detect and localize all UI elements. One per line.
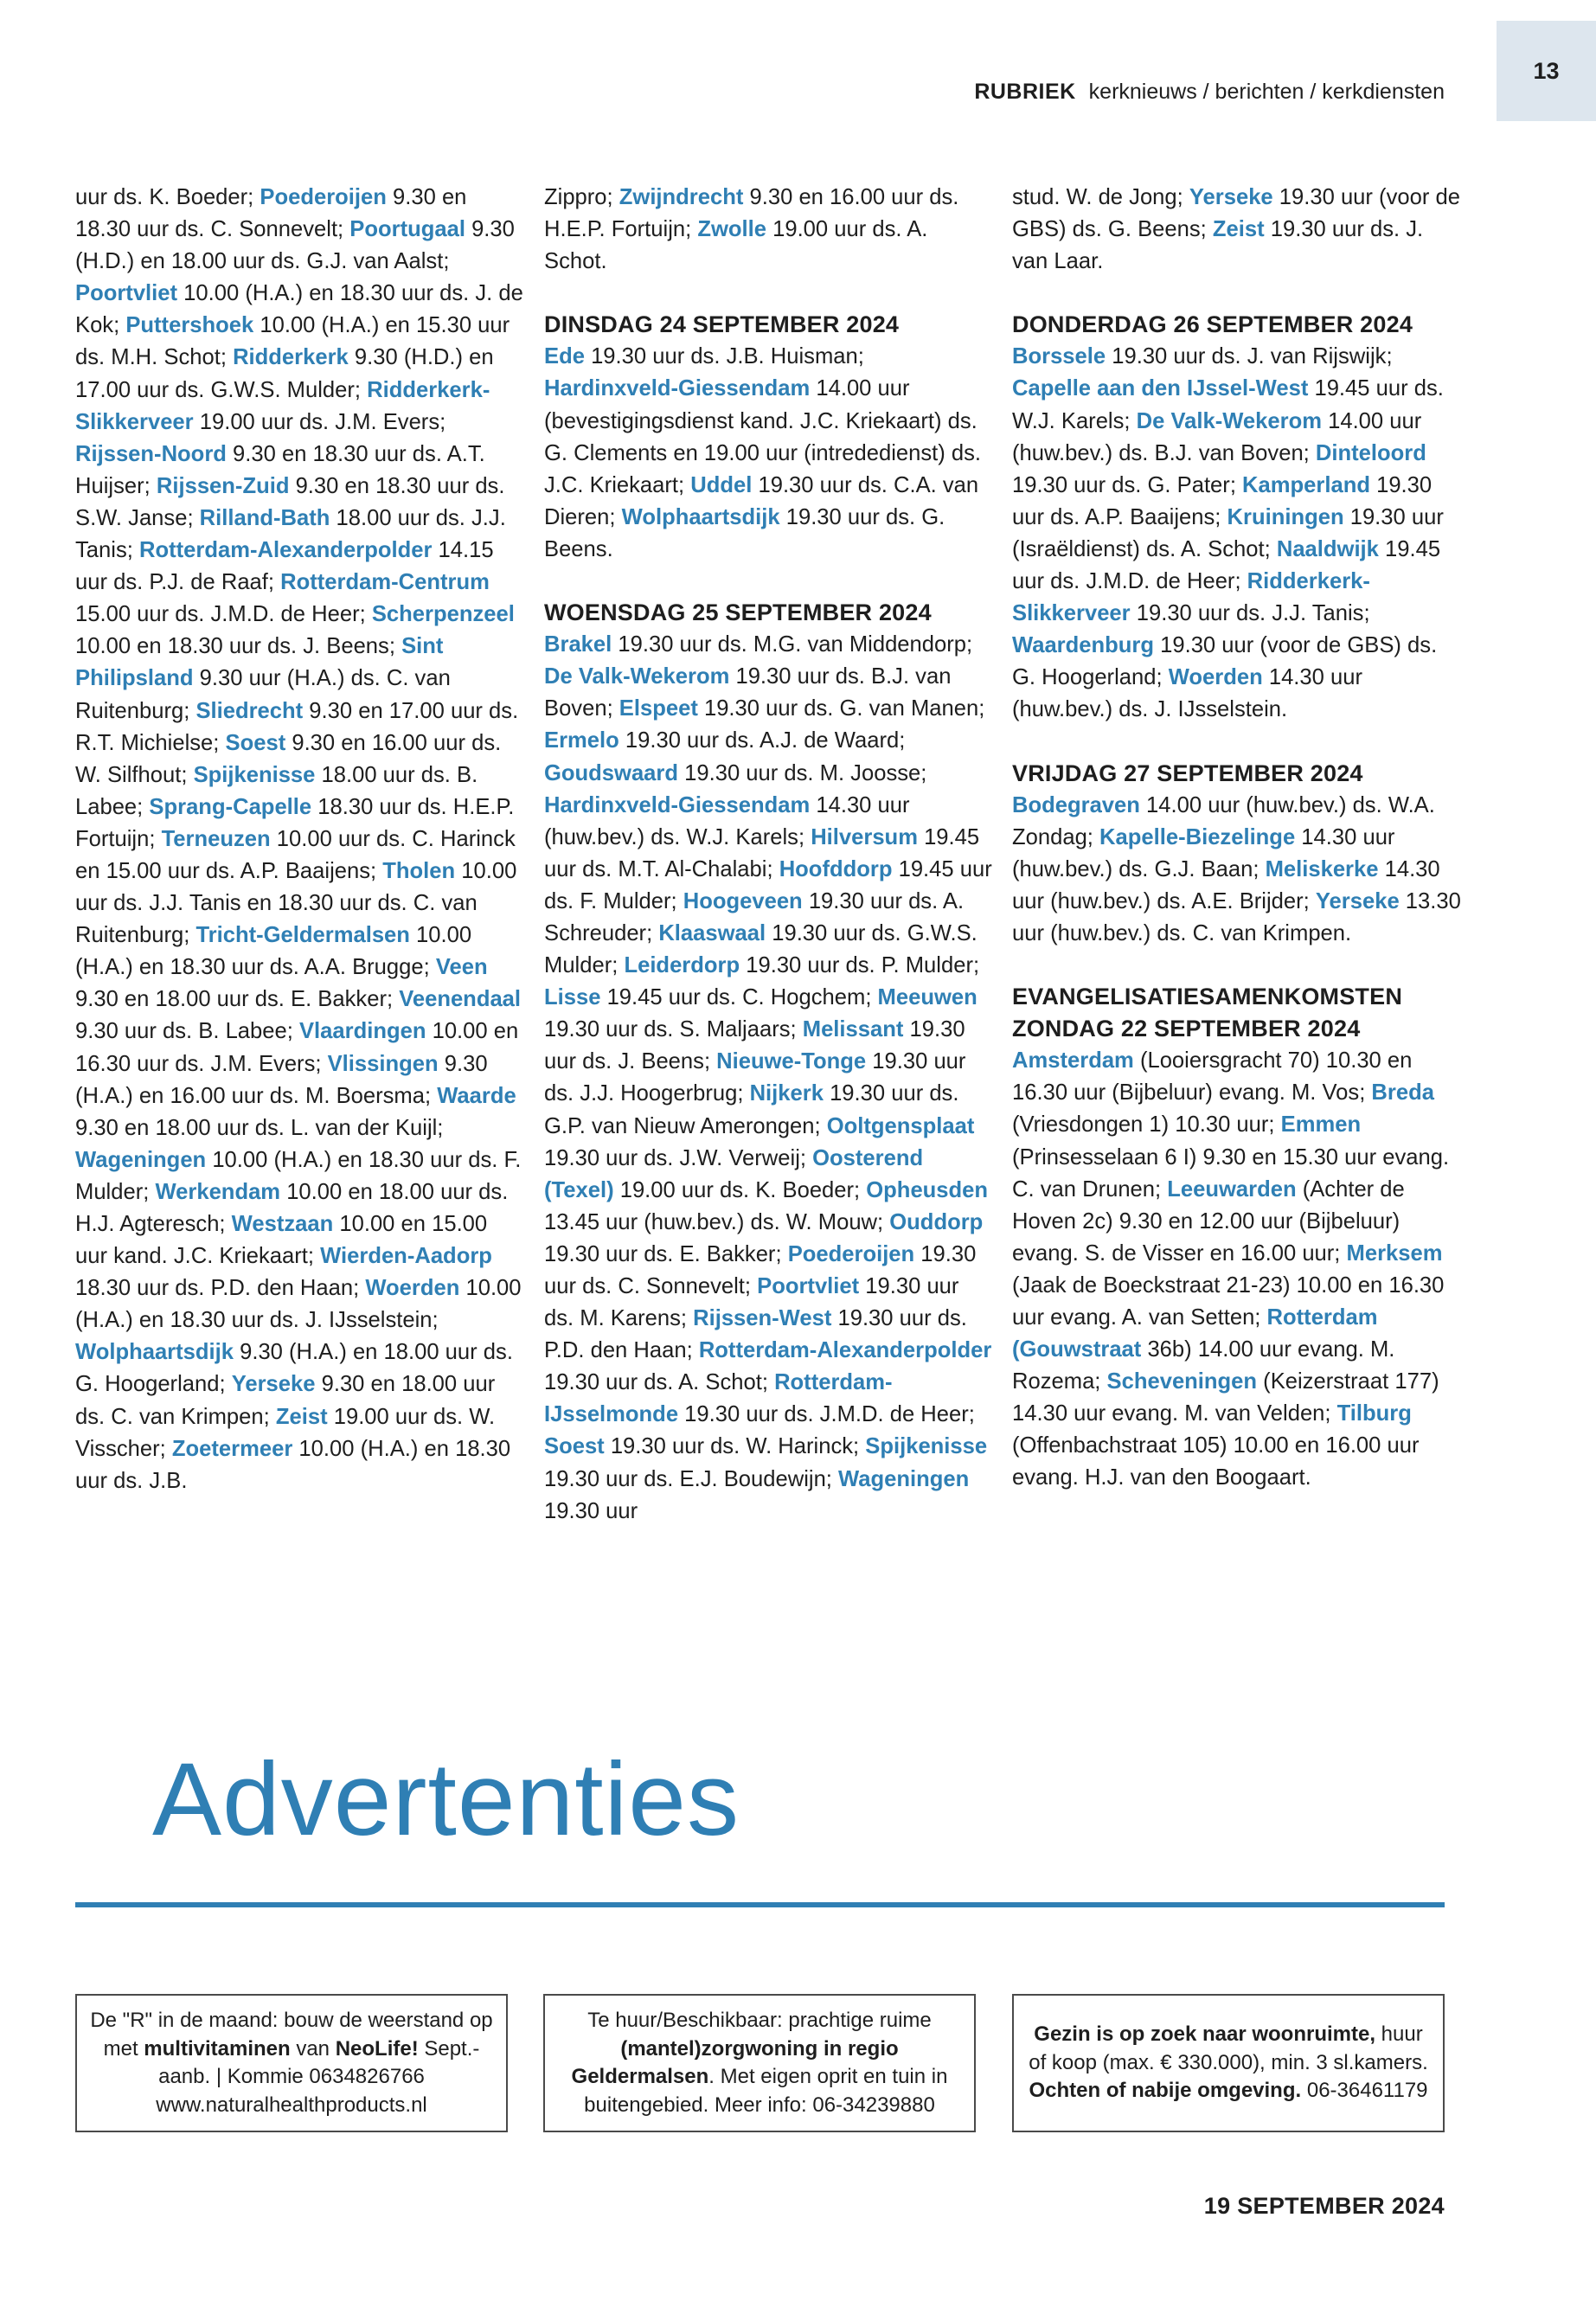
body-text: 9.30 en 18.30 uur ds. S.W. Janse;	[75, 473, 505, 530]
place-name: Ooltgensplaat	[826, 1113, 975, 1138]
body-text: 19.30 uur ds. S. Maljaars;	[544, 1017, 803, 1042]
body-text: 19.30 uur (Israëldienst) ds. A. Schot;	[1012, 504, 1444, 561]
place-name: Zeist	[275, 1404, 328, 1429]
place-name: Zoetermeer	[171, 1436, 293, 1461]
place-name: Hoofddorp	[779, 856, 893, 881]
body-text: 19.30 uur ds. J.W. Verweij;	[544, 1145, 813, 1170]
place-name: Wageningen	[75, 1147, 207, 1172]
place-name: Rotterdam (Gouwstraat	[1012, 1305, 1378, 1362]
body-text: 19.00 uur ds. A. Schot.	[544, 217, 928, 274]
body-text: van	[290, 2036, 336, 2061]
place-name: Ridderkerk-Slikkerveer	[75, 377, 490, 434]
place-name: Ridderkerk	[233, 345, 349, 370]
body-text: 19.00 uur ds. W. Visscher;	[75, 1404, 496, 1461]
place-name: Tholen	[382, 858, 456, 883]
body-text: 10.00 uur ds. J.J. Tanis en 18.30 uur ds. C. van Ruitenburg;	[75, 858, 517, 948]
place-name: Soest	[544, 1434, 605, 1459]
body-text: stud. W. de Jong;	[1012, 185, 1189, 209]
body-text: 13.45 uur (huw.bev.) ds. W. Mouw;	[544, 1209, 890, 1234]
place-name: Klaaswaal	[658, 920, 766, 945]
body-text: De "R" in de maand: bouw de weerstand op met	[90, 2009, 493, 2061]
advertisement-text	[557, 2007, 962, 2119]
body-text: 19.30 uur ds. A.P. Baaijens;	[1012, 472, 1433, 529]
place-name: Zeist	[1212, 217, 1265, 242]
bold-text: NeoLife!	[335, 2036, 419, 2061]
place-name: Kapelle-Biezelinge	[1099, 824, 1296, 849]
place-name: Poortugaal	[349, 217, 465, 242]
body-text: 9.30 uur (H.A.) ds. C. van Ruitenburg;	[75, 666, 451, 723]
place-name: Capelle aan den IJssel-West	[1012, 376, 1309, 401]
body-text: 19.45 uur ds. C. Hogchem;	[600, 985, 878, 1010]
place-name: Elspeet	[619, 696, 698, 721]
body-text: 10.00 (H.A.) en 18.30 uur ds. J. de Kok;	[75, 281, 523, 338]
page-number: 13	[1533, 57, 1560, 84]
place-name: Puttershoek	[125, 313, 254, 338]
body-text: 18.30 uur ds. H.E.P. Fortuijn;	[75, 794, 515, 851]
place-name: Borssele	[1012, 344, 1106, 369]
place-name: Wolphaartsdijk	[621, 504, 780, 529]
place-name: Breda	[1371, 1080, 1434, 1106]
body-text: 19.30 uur ds. J. Beens;	[544, 1017, 965, 1074]
place-name: Soest	[225, 730, 286, 755]
place-name: Goudswaard	[544, 760, 679, 785]
body-text: Zippro;	[544, 185, 619, 209]
service-block	[1012, 758, 1462, 951]
place-name: Rilland-Bath	[199, 505, 330, 530]
service-block	[75, 182, 525, 1497]
column-2	[544, 182, 994, 1528]
body-text: 19.30 uur ds. G.P. van Nieuw Amerongen;	[544, 1081, 959, 1138]
place-name: De Valk-Wekerom	[1136, 408, 1322, 433]
place-name: Waarde	[437, 1083, 516, 1108]
body-text: 10.00 (H.A.) en 18.30 uur ds. J. IJsselstein;	[75, 1276, 522, 1333]
body-text: 14.30 uur (huw.bev.) ds. G.J. Baan;	[1012, 824, 1395, 881]
advertisement-text	[89, 2007, 494, 2119]
body-text: 19.00 uur ds. J.M. Evers;	[193, 409, 446, 434]
place-name: Meliskerke	[1265, 856, 1379, 881]
place-name: Lisse	[544, 985, 601, 1010]
body-text: 19.45 uur ds. M.T. Al-Chalabi;	[544, 824, 980, 881]
place-name: Vlissingen	[327, 1051, 439, 1076]
body-text: 18.30 uur ds. P.D. den Haan;	[75, 1276, 366, 1301]
place-name: Rotterdam-Alexanderpolder	[698, 1338, 992, 1363]
body-text: 19.30 uur ds. C.A. van Dieren;	[544, 472, 979, 529]
body-text: (Offenbachstraat 105) 10.00 en 16.00 uur evang. H.J. van den Boogaart.	[1012, 1433, 1420, 1490]
place-name: Merksem	[1346, 1240, 1443, 1266]
place-name: Kamperland	[1242, 472, 1370, 497]
body-text: 19.30 uur ds. G. Beens.	[544, 504, 945, 561]
body-text: uur ds. K. Boeder;	[75, 185, 260, 209]
body-text: Sept.- aanb. | Kommie 0634826766 www.naturalhealthproducts.nl	[156, 2036, 480, 2117]
body-text: 18.00 uur ds. J.J. Tanis;	[75, 505, 506, 563]
place-name: Dinteloord	[1315, 440, 1426, 465]
place-name: Amsterdam	[1012, 1048, 1134, 1074]
body-text: 14.15 uur ds. P.J. de Raaf;	[75, 538, 494, 595]
place-name: Leiderdorp	[624, 953, 740, 978]
body-text: 9.30 en 18.30 uur ds. A.T. Huijser;	[75, 441, 485, 498]
body-text: 9.30 (H.A.) en 18.00 uur ds. G. Hoogerland;	[75, 1340, 513, 1397]
day-heading: EVANGELISATIESAMENKOMSTEN ZONDAG 22 SEPTEMBER 2024	[1012, 984, 1403, 1042]
place-name: Nieuwe-Tonge	[716, 1049, 867, 1074]
place-name: Spijkenisse	[193, 762, 316, 787]
body-text: 19.45 uur ds. F. Mulder;	[544, 856, 992, 913]
advertisement-text	[1026, 2021, 1431, 2106]
body-text: (Vriesdongen 1) 10.30 uur;	[1012, 1112, 1281, 1138]
place-name: Veen	[435, 955, 488, 980]
body-text: huur of koop (max. € 330.000), min. 3 sl.kamers.	[1029, 2022, 1428, 2074]
rubric-text: kerknieuws / berichten / kerkdiensten	[1088, 80, 1445, 104]
advertisement-1	[75, 1994, 508, 2132]
body-text: 19.30 uur ds. G. van Manen;	[697, 696, 985, 721]
place-name: Meeuwen	[877, 985, 977, 1010]
place-name: Leeuwarden	[1167, 1176, 1297, 1202]
place-name: Hilversum	[811, 824, 918, 849]
place-name: Tilburg	[1336, 1401, 1412, 1426]
service-block	[544, 182, 994, 278]
body-text: 19.30 uur ds. J. van Laar.	[1012, 217, 1424, 274]
column-3	[1012, 182, 1462, 1495]
place-name: Woerden	[1168, 665, 1263, 690]
place-name: Scheveningen	[1106, 1369, 1258, 1394]
body-text: 36b) 14.00 uur evang. M. Rozema;	[1012, 1337, 1395, 1394]
place-name: Emmen	[1280, 1112, 1362, 1138]
body-text: 9.30 en 16.00 uur ds. H.E.P. Fortuijn;	[544, 185, 959, 242]
body-text: (Jaak de Boeckstraat 21-23) 10.00 en 16.30 uur evang. A. van Setten;	[1012, 1272, 1445, 1330]
place-name: Spijkenisse	[865, 1434, 988, 1459]
day-heading: WOENSDAG 25 SEPTEMBER 2024	[544, 599, 932, 626]
place-name: Ermelo	[544, 728, 619, 753]
body-text: 18.00 uur ds. B. Labee;	[75, 762, 478, 819]
place-name: Hardinxveld-Giessendam	[544, 792, 811, 817]
body-text: 9.30 en 16.00 uur ds. W. Silfhout;	[75, 730, 502, 787]
body-text: 19.00 uur ds. K. Boeder;	[613, 1177, 867, 1202]
place-name: Hoogeveen	[683, 888, 803, 913]
body-text: 9.30 en 18.00 uur ds. E. Bakker;	[75, 987, 400, 1012]
body-text: 19.30 uur ds. A. Schreuder;	[544, 888, 965, 945]
place-name: Oosterend (Texel)	[544, 1145, 924, 1202]
body-text: 19.30 uur ds. J.J. Hoogerbrug;	[544, 1049, 966, 1106]
body-text: (Keizerstraat 177) 14.30 uur evang. M. van Velden;	[1012, 1369, 1439, 1426]
body-text: 10.00 (H.A.) en 15.30 uur ds. M.H. Schot;	[75, 313, 510, 370]
place-name: Sprang-Capelle	[149, 794, 312, 819]
place-name: Melissant	[802, 1017, 904, 1042]
body-text: 19.30 uur ds. J.J. Tanis;	[1130, 601, 1370, 626]
place-name: Ede	[544, 344, 585, 369]
body-text: 14.00 uur (huw.bev.) ds. W.A. Zondag;	[1012, 792, 1435, 849]
place-name: Wolphaartsdijk	[75, 1340, 234, 1365]
place-name: Sint Philipsland	[75, 634, 444, 691]
bold-text: multivitaminen	[144, 2036, 291, 2061]
place-name: Waardenburg	[1012, 633, 1154, 658]
place-name: Tricht-Geldermalsen	[195, 923, 410, 948]
place-name: De Valk-Wekerom	[544, 664, 730, 689]
body-text: 19.30 uur ds. G.W.S. Mulder;	[544, 920, 977, 978]
place-name: Bodegraven	[1012, 792, 1140, 817]
body-text: 19.30 uur ds. A. Schot;	[544, 1370, 775, 1395]
body-text: 19.45 uur ds. W.J. Karels;	[1012, 376, 1444, 433]
body-text: 14.00 uur (bevestigingsdienst kand. J.C. Kriekaart) ds. G. Clements en 19.00 uur (intrededienst) ds. J.C. Kriekaart;	[544, 376, 982, 497]
place-name: Wageningen	[838, 1466, 970, 1491]
bold-text: Ochten of nabije omgeving.	[1029, 2079, 1302, 2103]
place-name: Ridderkerk-Slikkerveer	[1012, 569, 1370, 626]
place-name: Westzaan	[231, 1212, 334, 1236]
body-text: 19.30 uur (voor de GBS) ds. G. Beens;	[1012, 185, 1460, 242]
page-number-tab	[1497, 21, 1596, 121]
body-text: 19.30 uur ds. W. Harinck;	[604, 1434, 866, 1459]
body-text: 9.30 (H.D.) en 18.00 uur ds. G.J. van Aalst;	[75, 217, 515, 274]
body-text: 19.30 uur ds. P.D. den Haan;	[544, 1306, 967, 1363]
body-text: 15.00 uur ds. J.M.D. de Heer;	[75, 602, 372, 627]
body-text: 19.30 uur ds. A.J. de Waard;	[619, 728, 906, 753]
body-text: 10.00 en 15.00 uur kand. J.C. Kriekaart;	[75, 1212, 488, 1269]
body-text: 13.30 uur (huw.bev.) ds. C. van Krimpen.	[1012, 888, 1461, 945]
place-name: Werkendam	[155, 1179, 281, 1204]
body-text: 9.30 en 18.00 uur ds. C. van Krimpen;	[75, 1372, 496, 1429]
place-name: Zwolle	[697, 217, 766, 242]
body-text: 10.00 en 18.00 uur ds. H.J. Agteresch;	[75, 1179, 509, 1236]
body-text: 9.30 en 18.30 uur ds. C. Sonnevelt;	[75, 185, 467, 242]
place-name: Vlaardingen	[298, 1019, 426, 1044]
body-text: 9.30 en 17.00 uur ds. R.T. Michielse;	[75, 698, 519, 755]
place-name: Veenendaal	[399, 987, 522, 1012]
body-text: 19.30 uur ds. G. Pater;	[1012, 472, 1243, 497]
place-name: Zwijndrecht	[619, 185, 744, 209]
body-text: 9.30 (H.D.) en 17.00 uur ds. G.W.S. Mulder;	[75, 345, 494, 402]
body-text: 9.30 (H.A.) en 16.00 uur ds. M. Boersma;	[75, 1051, 488, 1108]
place-name: Nijkerk	[749, 1081, 824, 1106]
body-text: 19.30 uur ds. E. Bakker;	[544, 1241, 788, 1266]
body-text: 19.30 uur ds. C. Sonnevelt;	[544, 1241, 977, 1298]
body-text: 9.30 uur ds. B. Labee;	[75, 1019, 299, 1044]
bold-text: Gezin is op zoek naar woonruimte,	[1034, 2022, 1376, 2047]
place-name: Ouddorp	[889, 1209, 984, 1234]
body-text: 14.30 uur (huw.bev.) ds. W.J. Karels;	[544, 792, 910, 849]
body-text: (Prinsesselaan 6 I) 9.30 en 15.30 uur evang. C. van Drunen;	[1012, 1144, 1450, 1202]
place-name: Rotterdam-Centrum	[280, 570, 490, 595]
place-name: Opheusden	[866, 1177, 989, 1202]
day-heading: DONDERDAG 26 SEPTEMBER 2024	[1012, 311, 1413, 338]
body-text: 10.00 en 16.30 uur ds. J.M. Evers;	[75, 1019, 519, 1076]
page-header	[974, 80, 1445, 105]
body-text: Te huur/Beschikbaar: prachtige ruime	[587, 2009, 932, 2032]
section-divider	[75, 1902, 1445, 1907]
place-name: Yerseke	[1315, 888, 1400, 913]
body-text: 10.00 (H.A.) en 18.30 uur ds. F. Mulder;	[75, 1147, 522, 1204]
body-text: 10.00 (H.A.) en 18.30 uur ds. J.B.	[75, 1436, 511, 1493]
place-name: Terneuzen	[161, 826, 271, 851]
body-text: 19.30 uur (voor de GBS) ds. G. Hoogerland;	[1012, 633, 1438, 690]
body-text: 19.30 uur ds. M.G. van Middendorp;	[612, 632, 973, 657]
advertisement-3	[1012, 1994, 1445, 2132]
place-name: Uddel	[690, 472, 753, 497]
service-block	[1012, 182, 1462, 278]
service-block	[544, 597, 994, 1528]
place-name: Rotterdam-IJsselmonde	[544, 1370, 893, 1427]
body-text: 14.00 uur (huw.bev.) ds. B.J. van Boven;	[1012, 408, 1422, 465]
section-title: Advertenties	[152, 1741, 740, 1857]
place-name: Naaldwijk	[1276, 536, 1379, 561]
body-text: 19.30 uur ds. P. Mulder;	[740, 953, 980, 978]
place-name: Yerseke	[231, 1372, 316, 1397]
body-text: 19.30 uur	[544, 1498, 638, 1523]
body-text: 19.30 uur ds. J.M.D. de Heer;	[678, 1402, 975, 1427]
body-text: 19.30 uur ds. J.B. Huisman;	[584, 344, 864, 369]
place-name: Rijssen-Noord	[75, 441, 227, 466]
place-name: Poederoijen	[787, 1241, 915, 1266]
issue-date: 19 SEPTEMBER 2024	[1203, 2193, 1445, 2219]
place-name: Scherpenzeel	[371, 602, 515, 627]
place-name: Rijssen-Zuid	[156, 473, 290, 498]
place-name: Brakel	[544, 632, 612, 657]
body-text: 19.45 uur ds. J.M.D. de Heer;	[1012, 536, 1441, 594]
body-text: 10.00 uur ds. C. Harinck en 15.00 uur ds. A.P. Baaijens;	[75, 826, 516, 883]
body-text: 19.30 uur ds. M. Karens;	[544, 1274, 959, 1331]
body-text: (Looiersgracht 70) 10.30 en 16.30 uur (Bijbeluur) evang. M. Vos;	[1012, 1048, 1413, 1106]
service-block	[1012, 981, 1462, 1495]
rubric-label: RUBRIEK	[974, 80, 1076, 104]
advertisement-2	[543, 1994, 976, 2132]
body-text: 19.30 uur ds. B.J. van Boven;	[544, 664, 952, 721]
body-text: 19.30 uur ds. M. Joosse;	[678, 760, 927, 785]
place-name: Rijssen-West	[693, 1306, 832, 1331]
place-name: Poortvliet	[75, 281, 178, 306]
column-1	[75, 182, 525, 1497]
place-name: Wierden-Aadorp	[320, 1244, 492, 1269]
body-text: 06-36461179	[1301, 2079, 1428, 2103]
place-name: Poederoijen	[260, 185, 387, 209]
day-heading: DINSDAG 24 SEPTEMBER 2024	[544, 311, 900, 338]
body-text: . Met eigen oprit en tuin in buitengebied. Meer info: 06-34239880	[584, 2065, 948, 2117]
place-name: Yerseke	[1189, 185, 1273, 209]
place-name: Hardinxveld-Giessendam	[544, 376, 811, 401]
body-text: 19.30 uur ds. E.J. Boudewijn;	[544, 1466, 839, 1491]
body-text: 14.30 uur (huw.bev.) ds. A.E. Brijder;	[1012, 856, 1440, 913]
body-text: 10.00 (H.A.) en 18.30 uur ds. A.A. Brugge;	[75, 923, 472, 980]
place-name: Rotterdam-Alexanderpolder	[138, 538, 433, 563]
place-name: Woerden	[365, 1276, 460, 1301]
day-heading: VRIJDAG 27 SEPTEMBER 2024	[1012, 760, 1363, 786]
place-name: Kruiningen	[1227, 504, 1344, 529]
bold-text: (mantel)zorgwoning in regio Geldermalsen	[571, 2036, 899, 2088]
body-text: 14.30 uur (huw.bev.) ds. J. IJsselstein.	[1012, 665, 1362, 722]
body-text: 10.00 en 18.30 uur ds. J. Beens;	[75, 634, 402, 659]
place-name: Sliedrecht	[195, 698, 304, 723]
place-name: Poortvliet	[757, 1274, 860, 1298]
body-text: 19.30 uur ds. J. van Rijswijk;	[1106, 344, 1393, 369]
body-text: (Achter de Hoven 2c) 9.30 en 12.00 uur (Bijbeluur) evang. S. de Visser en 16.00 uur;	[1012, 1176, 1405, 1266]
service-block	[1012, 309, 1462, 726]
service-block	[544, 309, 994, 566]
body-text: 9.30 en 18.00 uur ds. L. van der Kuijl;	[75, 1115, 444, 1140]
